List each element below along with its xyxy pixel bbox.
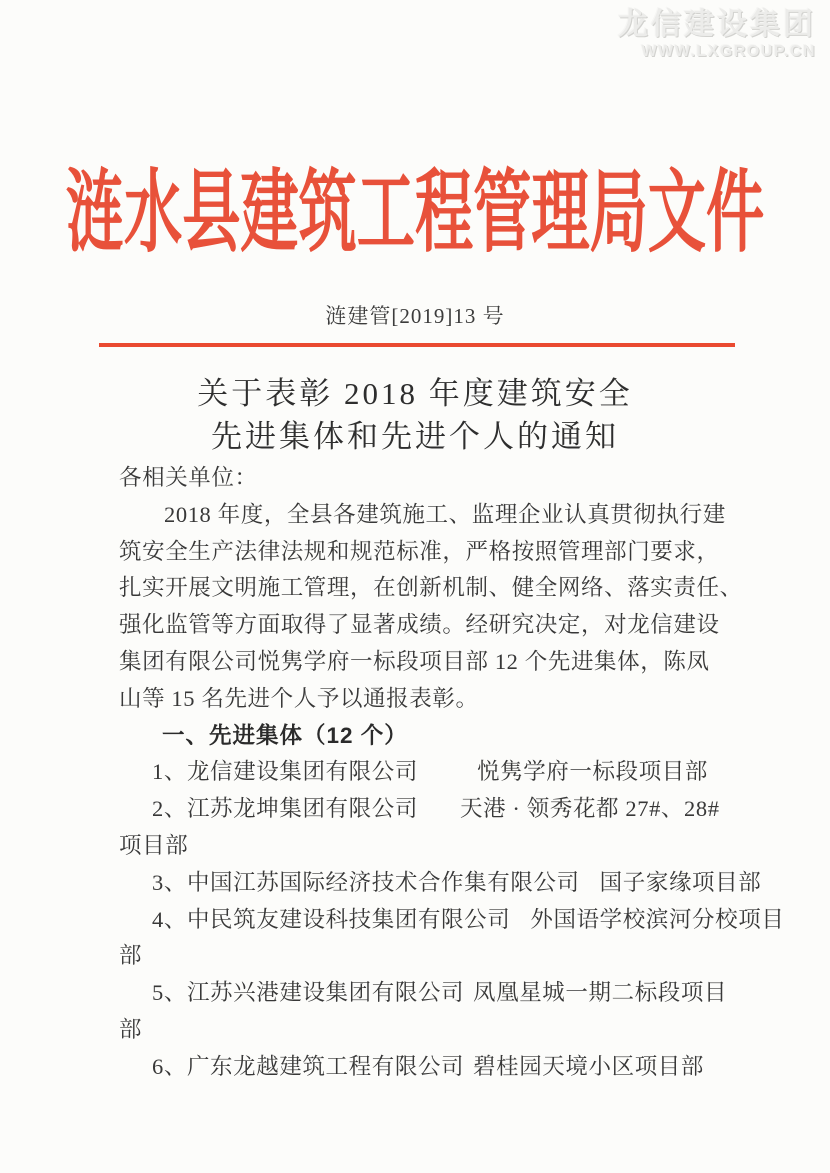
collective-company: 4、中民筑友建设科技集团有限公司 [152,906,511,932]
collective-row [119,975,741,1012]
collective-continuation-text: 项目部 [119,832,189,858]
collective-row-continuation [119,828,741,865]
collective-project: 凤凰星城一期二标段项目 [473,980,728,1006]
collective-company: 5、江苏兴港建设集团有限公司 [152,980,465,1006]
collective-row [119,1049,741,1086]
collective-continuation-text: 部 [119,1016,143,1042]
collective-project: 碧桂园天境小区项目部 [473,1053,705,1079]
paragraph-line: 强化监管等方面取得了显著成绩。经研究决定，对龙信建设 [119,612,720,638]
collective-row [119,754,741,791]
notice-title-line2: 先进集体和先进个人的通知 [211,419,619,454]
agency-masthead-title: 涟水县建筑工程管理局文件 [65,163,765,263]
brand-watermark [618,8,816,61]
brand-watermark-name: 龙信建设集团 [618,8,816,41]
collective-project: 外国语学校滨河分校项目 [530,906,785,932]
collective-row-continuation [119,1012,741,1049]
notice-title-line1: 关于表彰 2018 年度建筑安全 [197,376,633,411]
collective-project: 天港 · 领秀花都 27#、28# [460,796,720,822]
collective-company: 1、龙信建设集团有限公司 [152,759,418,785]
notice-body [119,460,785,1086]
paragraph-line: 扎实开展文明施工管理，在创新机制、健全网络、落实责任、 [119,575,743,601]
brand-watermark-url: WWW.LXGROUP.CN [641,42,816,60]
collective-company: 3、中国江苏国际经济技术合作集有限公司 [152,869,580,895]
notice-title [0,372,830,458]
collective-row [119,902,785,939]
section-heading-advanced-collectives: 一、先进集体（12 个） [162,722,408,748]
collective-project: 悦隽学府一标段项目部 [477,759,709,785]
paragraph-line: 山等 15 名先进个人予以通报表彰。 [119,685,479,711]
collective-row-continuation [119,938,741,975]
paragraph-line: 2018 年度，全县各建筑施工、监理企业认真贯彻执行建 [164,501,726,527]
collective-row [119,791,741,828]
document-number: 涟建管[2019]13 号 [325,304,505,328]
red-divider-line [99,343,735,347]
paragraph-line: 筑安全生产法律法规和规范标准，严格按照管理部门要求， [119,538,720,564]
collective-project: 国子家缘项目部 [599,869,762,895]
collective-company: 2、江苏龙坤集团有限公司 [152,796,418,822]
paragraph-line: 集团有限公司悦隽学府一标段项目部 12 个先进集体，陈凤 [119,648,710,674]
collective-continuation-text: 部 [119,943,143,969]
collective-row [119,865,762,902]
collective-company: 6、广东龙越建筑工程有限公司 [152,1053,465,1079]
salutation: 各相关单位： [119,465,258,490]
